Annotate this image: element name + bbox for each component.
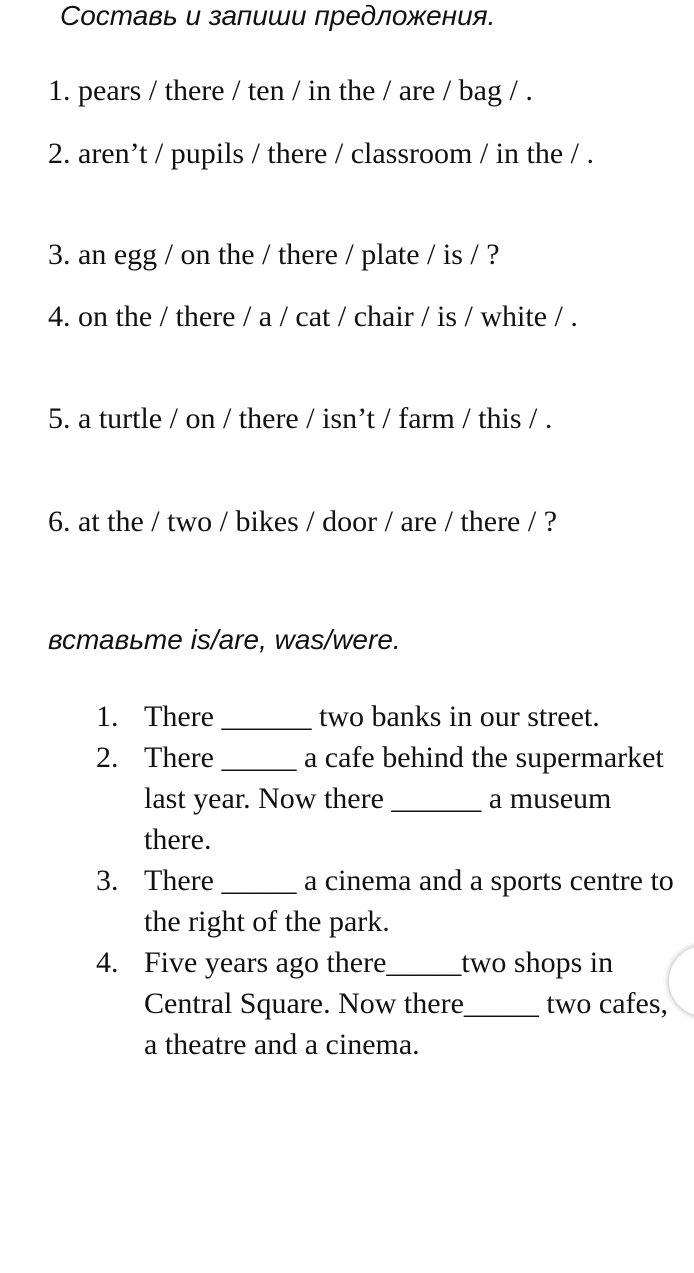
exercise-1-item: 2. aren’t / pupils / there / classroom / in the / . <box>48 137 595 170</box>
item-text: There _____ a cinema and a sports centre to the right of the park. <box>144 864 674 938</box>
exercise-1-item: 1. pears / there / ten / in the / are / bag / . <box>48 74 533 107</box>
exercise-2-item <box>96 737 686 860</box>
item-text: There _____ a cafe behind the supermarket last year. Now there ______ a museum there. <box>144 741 664 856</box>
item-number: 2. <box>96 741 119 774</box>
exercise-1-item: 3. an egg / on the / there / plate / is / ? <box>48 238 500 271</box>
exercise-2-item <box>96 860 686 942</box>
exercise-1-heading: Составь и запиши предложения. <box>60 0 496 31</box>
exercise-1-item: 5. a turtle / on / there / isn’t / farm / this / . <box>48 402 553 435</box>
exercise-2-heading: вставьте is/are, was/were. <box>48 624 401 655</box>
exercise-1-item: 6. at the / two / bikes / door / are / there / ? <box>48 505 558 538</box>
exercise-1-item: 4. on the / there / a / cat / chair / is / white / . <box>48 300 578 333</box>
exercise-2-item <box>96 696 686 737</box>
exercise-2-item <box>96 942 686 1065</box>
item-number: 3. <box>96 864 119 897</box>
item-number: 4. <box>96 946 119 979</box>
exercise-2-list <box>96 696 686 1065</box>
item-text: There ______ two banks in our street. <box>144 700 600 733</box>
item-text: Five years ago there_____two shops in Central Square. Now there_____ two cafes, a theatre and a cinema. <box>144 946 669 1061</box>
item-number: 1. <box>96 700 119 733</box>
